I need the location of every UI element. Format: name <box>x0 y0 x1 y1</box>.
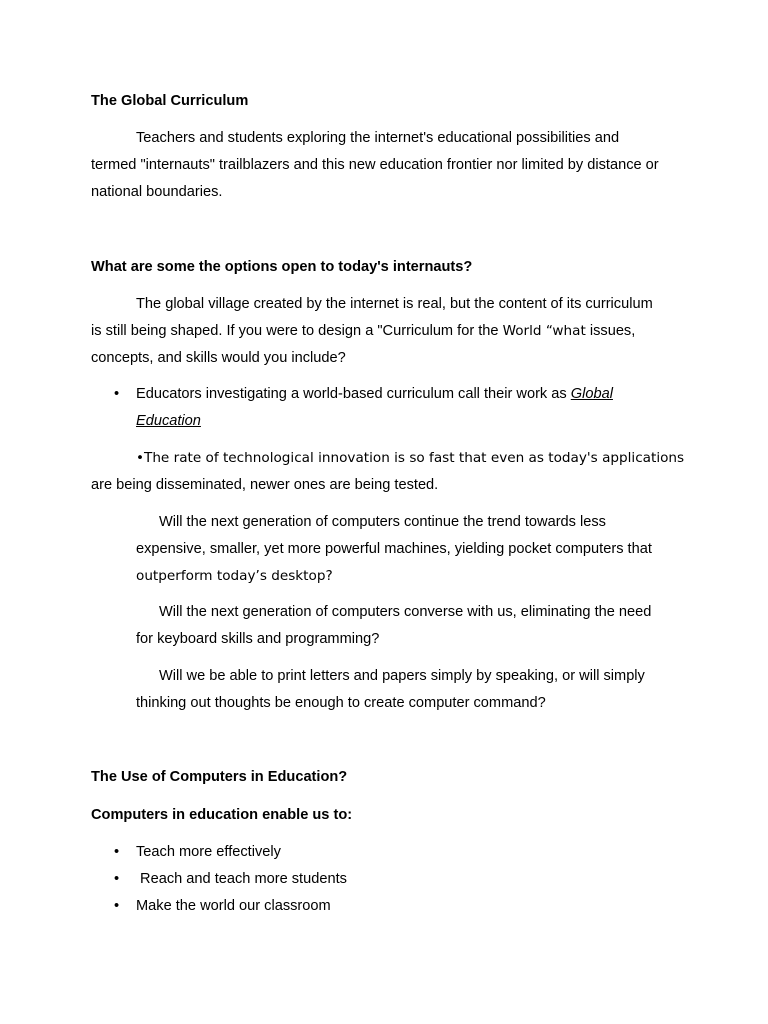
question-3-line-1: Will we be able to print letters and papers simply by speaking, or will simply <box>159 668 645 684</box>
list-item: Teach more effectively <box>136 844 281 860</box>
paragraph-village-line-1: The global village created by the internet is real, but the content of its curriculum <box>136 296 653 312</box>
paragraph-village-line-2 <box>91 322 635 340</box>
bullet-educators-text: Educators investigating a world-based curriculum call their work as <box>136 386 571 402</box>
question-3-line-2: thinking out thoughts be enough to create computer command? <box>136 695 546 711</box>
question-1-line-3: outperform today’s desktop? <box>136 568 333 584</box>
global-education-link-part-2[interactable]: Education <box>136 413 201 429</box>
heading-global-curriculum: The Global Curriculum <box>91 93 249 109</box>
paragraph-village-line-2-b: World “what <box>502 323 586 339</box>
global-education-link-part-1[interactable]: Global <box>570 386 613 402</box>
question-2-line-1: Will the next generation of computers converse with us, eliminating the need <box>159 604 652 620</box>
list-bullet-marker: • <box>114 898 120 914</box>
paragraph-village-line-2-a: is still being shaped. If you were to design a "Curriculum for the <box>91 323 503 339</box>
paragraph-innovation-line-1: •The rate of technological innovation is so fast that even as today's applications <box>136 450 685 466</box>
bullet-educators-line-1 <box>136 385 613 403</box>
paragraph-village-line-2-c: issues, <box>585 323 636 339</box>
paragraph-intro-line-1: Teachers and students exploring the internet's educational possibilities and <box>136 130 620 146</box>
paragraph-intro-line-3: national boundaries. <box>91 184 223 200</box>
paragraph-innovation-line-2: are being disseminated, newer ones are being tested. <box>91 477 439 493</box>
heading-use-of-computers: The Use of Computers in Education? <box>91 769 348 785</box>
list-item: Make the world our classroom <box>136 898 331 914</box>
list-item: Reach and teach more students <box>136 871 347 887</box>
heading-options: What are some the options open to today's internauts? <box>91 259 473 275</box>
paragraph-intro-line-2: termed "internauts" trailblazers and this new education frontier nor limited by distance or <box>91 157 659 173</box>
question-1-line-2: expensive, smaller, yet more powerful machines, yielding pocket computers that <box>136 541 652 557</box>
question-2-line-2: for keyboard skills and programming? <box>136 631 380 647</box>
bullet-marker: • <box>114 386 120 402</box>
list-bullet-marker: • <box>114 871 120 887</box>
question-1-line-1: Will the next generation of computers continue the trend towards less <box>159 514 606 530</box>
paragraph-village-line-3: concepts, and skills would you include? <box>91 350 346 366</box>
list-bullet-marker: • <box>114 844 120 860</box>
heading-enable-us: Computers in education enable us to: <box>91 807 353 823</box>
